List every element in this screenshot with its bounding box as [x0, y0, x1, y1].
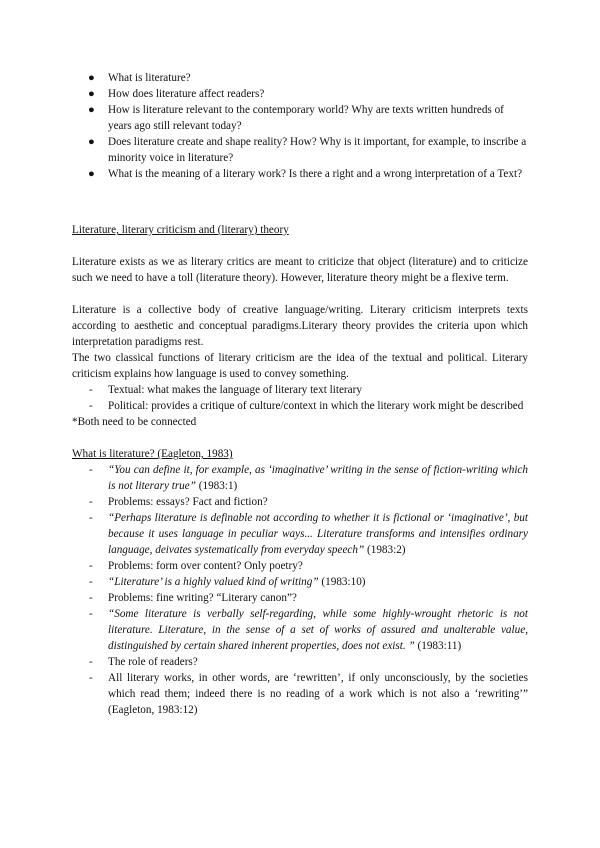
bullet-icon: ● [88, 168, 95, 180]
dash-marker: - [89, 656, 93, 668]
list-item: - “You can define it, for example, as ‘imaginative’ writing in the sense of fiction-writing which is not literary true” (1983:1) [89, 464, 528, 492]
paragraph-collective-body: Literature is a collective body of creative language/writing. Literary criticism interprets texts according to aesthetic and conceptual paradigms.Literary theory provides the criteria upon which interpretation paradigms rest. [72, 304, 528, 348]
list-item: - The role of readers? [89, 656, 198, 668]
list-item: - All literary works, in other words, are ‘rewritten’, if only unconsciously, by the societies which read them; indeed there is no reading of a work which is not also a ‘rewriting’” (Eagleton, 1983:12) [89, 672, 528, 716]
dash-marker: - [89, 400, 93, 412]
dash-marker: - [89, 512, 93, 524]
list-item: - “Literature’ is a highly valued kind of writing” (1983:10) [89, 576, 366, 588]
functions-list [72, 382, 528, 414]
bullet-icon: ● [88, 136, 95, 148]
dash-marker: - [89, 592, 93, 604]
list-item: - “Perhaps literature is definable not according to whether it is fictional or ‘imaginative’, but because it uses language in peculiar ways... Literature transforms and intensifies ordinary language, deivates systematically from everyday speech” (1983:2) [89, 512, 528, 556]
dash-marker: - [89, 384, 93, 396]
dash-marker: - [89, 464, 93, 476]
dash-marker: - [89, 496, 93, 508]
list-item: - Textual: what makes the language of literary text literary [89, 384, 362, 396]
question-item: ● What is the meaning of a literary work? Is there a right and a wrong interpretation of a Text? [88, 168, 523, 180]
section-heading-what-is-literature: What is literature? (Eagleton, 1983) [72, 448, 233, 460]
question-list [72, 70, 528, 182]
note-text: *Both need to be connected [72, 416, 197, 428]
dash-marker: - [89, 608, 93, 620]
dash-marker: - [89, 576, 93, 588]
list-item: - Problems: essays? Fact and fiction? [89, 496, 268, 508]
list-item: - Political: provides a critique of culture/context in which the literary work might be described [89, 400, 524, 412]
document-page [72, 70, 528, 718]
list-item: - “Some literature is verbally self-regarding, while some highly-wrought rhetoric is not literature. Literature, in the sense of a set of works of assured and unalterable value, distinguished by certain shared inherent properties, does not exist. ” (1983:11) [89, 608, 528, 652]
bullet-icon: ● [88, 72, 95, 84]
paragraph-classical-functions: The two classical functions of literary criticism are the idea of the textual and political. Literary criticism explains how language is used to convey something. [72, 352, 528, 380]
question-item: ● How does literature affect readers? [88, 88, 265, 100]
question-item: ● What is literature? [88, 72, 191, 84]
question-item: ● How is literature relevant to the contemporary world? Why are texts written hundreds of years ago still relevant today? [88, 104, 504, 132]
paragraph-literature-exists: Literature exists as we as literary critics are meant to criticize that object (literature) and to criticize such we need to have a toll (literature theory). However, literature theory might be a flexive term. [72, 256, 528, 284]
list-item: - Problems: form over content? Only poetry? [89, 560, 303, 572]
question-item: ● Does literature create and shape reality? How? Why is it important, for example, to inscribe a minority voice in literature? [88, 136, 527, 164]
dash-marker: - [89, 560, 93, 572]
list-item: - Problems: fine writing? “Literary canon”? [89, 592, 297, 604]
eagleton-list [72, 462, 528, 718]
bullet-icon: ● [88, 104, 95, 116]
dash-marker: - [89, 672, 93, 684]
section-heading-literature-theory: Literature, literary criticism and (literary) theory [72, 224, 289, 236]
bullet-icon: ● [88, 88, 95, 100]
